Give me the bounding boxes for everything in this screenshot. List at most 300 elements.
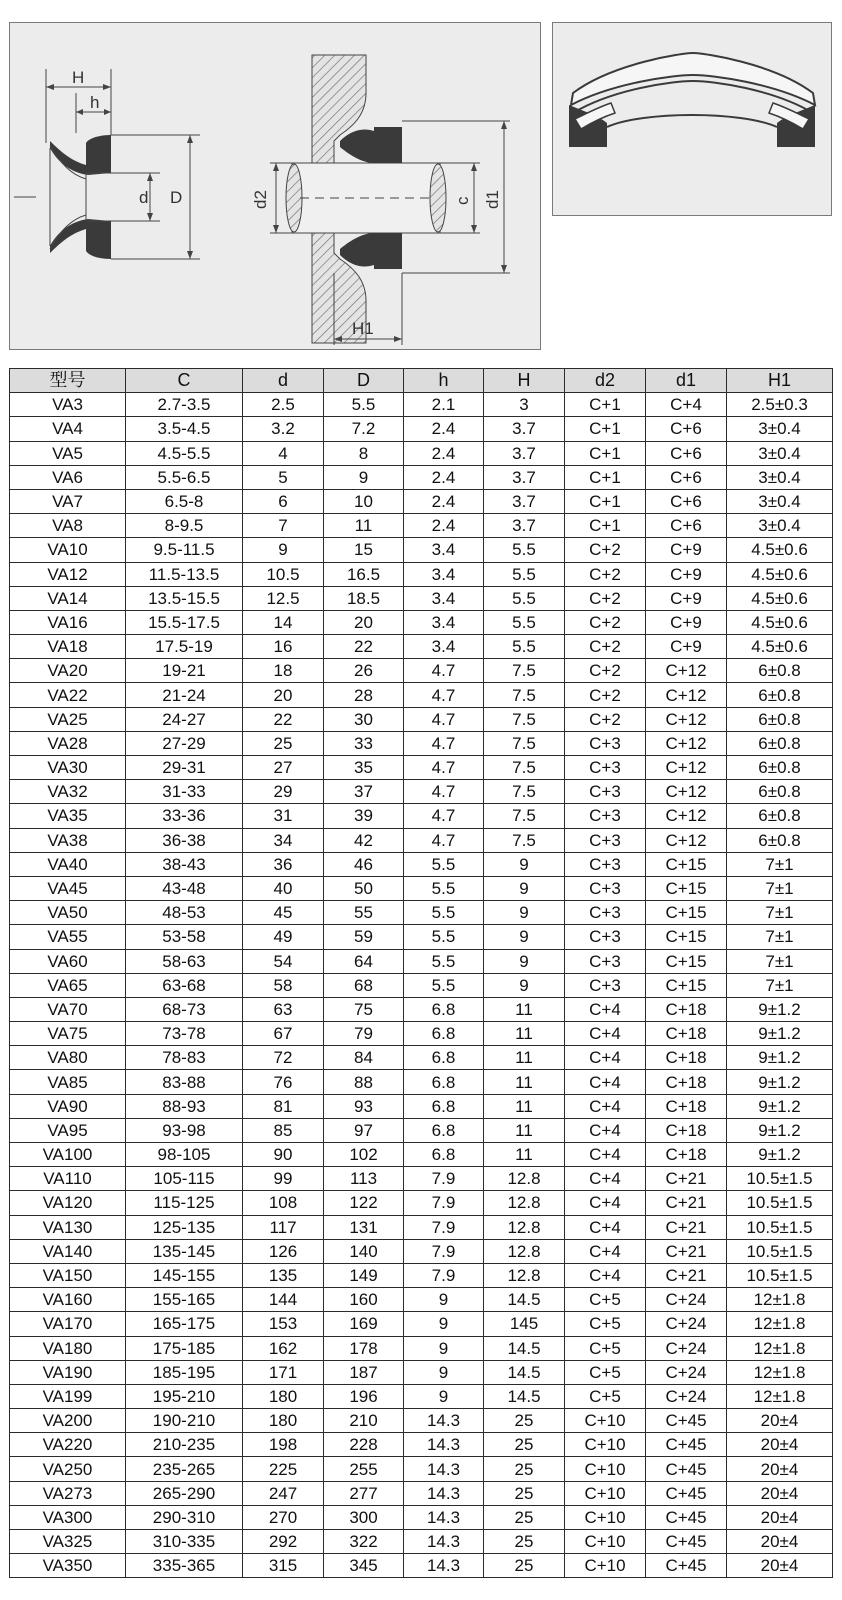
table-cell: C+2 <box>565 610 646 634</box>
column-header: d1 <box>646 369 727 393</box>
table-cell: 131 <box>324 1215 404 1239</box>
table-cell: C+15 <box>646 973 727 997</box>
table-cell: C+2 <box>565 635 646 659</box>
table-cell: VA7 <box>10 489 126 513</box>
table-cell: VA95 <box>10 1118 126 1142</box>
table-cell: C+12 <box>646 828 727 852</box>
table-cell: 4 <box>243 441 324 465</box>
table-cell: 9±1.2 <box>727 1070 833 1094</box>
table-cell: 190-210 <box>126 1409 243 1433</box>
table-cell: 7.5 <box>484 659 565 683</box>
table-cell: C+5 <box>565 1312 646 1336</box>
table-row <box>10 1505 833 1529</box>
table-cell: C+6 <box>646 514 727 538</box>
table-cell: 4.7 <box>404 731 484 755</box>
table-row <box>10 973 833 997</box>
table-cell: 25 <box>484 1481 565 1505</box>
table-cell: 12.8 <box>484 1167 565 1191</box>
table-cell: 2.7-3.5 <box>126 393 243 417</box>
table-cell: C+15 <box>646 949 727 973</box>
table-row <box>10 1070 833 1094</box>
table-cell: 10.5±1.5 <box>727 1167 833 1191</box>
table-cell: 6±0.8 <box>727 659 833 683</box>
table-row <box>10 1360 833 1384</box>
table-cell: 12±1.8 <box>727 1384 833 1408</box>
table-cell: 14 <box>243 610 324 634</box>
table-cell: 8 <box>324 441 404 465</box>
table-cell: C+4 <box>565 1022 646 1046</box>
table-row <box>10 1215 833 1239</box>
table-cell: 20±4 <box>727 1481 833 1505</box>
table-cell: C+9 <box>646 562 727 586</box>
table-cell: 18.5 <box>324 586 404 610</box>
table-cell: 2.5 <box>243 393 324 417</box>
table-row <box>10 1312 833 1336</box>
table-cell: VA170 <box>10 1312 126 1336</box>
table-cell: 97 <box>324 1118 404 1142</box>
table-cell: VA85 <box>10 1070 126 1094</box>
table-cell: VA199 <box>10 1384 126 1408</box>
table-cell: C+3 <box>565 973 646 997</box>
table-cell: 3.7 <box>484 441 565 465</box>
table-cell: VA50 <box>10 901 126 925</box>
table-cell: 6.8 <box>404 1070 484 1094</box>
table-cell: C+45 <box>646 1554 727 1578</box>
table-cell: 6.8 <box>404 1118 484 1142</box>
table-cell: 39 <box>324 804 404 828</box>
table-cell: VA55 <box>10 925 126 949</box>
table-cell: 73-78 <box>126 1022 243 1046</box>
table-cell: 63-68 <box>126 973 243 997</box>
table-cell: 4.5-5.5 <box>126 441 243 465</box>
table-cell: 225 <box>243 1457 324 1481</box>
table-cell: 20±4 <box>727 1457 833 1481</box>
table-cell: 93-98 <box>126 1118 243 1142</box>
table-row <box>10 1046 833 1070</box>
table-cell: C+15 <box>646 852 727 876</box>
table-cell: 315 <box>243 1554 324 1578</box>
table-cell: 115-125 <box>126 1191 243 1215</box>
table-row <box>10 1530 833 1554</box>
table-cell: 93 <box>324 1094 404 1118</box>
column-header: H1 <box>727 369 833 393</box>
table-cell: 6.8 <box>404 1094 484 1118</box>
table-cell: C+1 <box>565 489 646 513</box>
table-cell: C+21 <box>646 1239 727 1263</box>
table-cell: 290-310 <box>126 1505 243 1529</box>
table-cell: 7.5 <box>484 707 565 731</box>
table-row <box>10 780 833 804</box>
table-cell: 144 <box>243 1288 324 1312</box>
table-cell: 3.7 <box>484 489 565 513</box>
table-cell: C+18 <box>646 997 727 1021</box>
table-cell: 53-58 <box>126 925 243 949</box>
table-cell: 6.8 <box>404 1143 484 1167</box>
table-cell: VA200 <box>10 1409 126 1433</box>
table-cell: VA325 <box>10 1530 126 1554</box>
table-cell: 102 <box>324 1143 404 1167</box>
table-cell: 11.5-13.5 <box>126 562 243 586</box>
table-cell: 5.5 <box>484 586 565 610</box>
table-row <box>10 997 833 1021</box>
table-cell: 125-135 <box>126 1215 243 1239</box>
table-cell: 5.5 <box>404 925 484 949</box>
table-cell: VA8 <box>10 514 126 538</box>
table-cell: 16.5 <box>324 562 404 586</box>
table-cell: 14.3 <box>404 1457 484 1481</box>
table-cell: C+18 <box>646 1046 727 1070</box>
table-cell: C+24 <box>646 1384 727 1408</box>
table-cell: 85 <box>243 1118 324 1142</box>
table-cell: VA12 <box>10 562 126 586</box>
table-cell: 11 <box>484 1070 565 1094</box>
table-cell: 7.5 <box>484 780 565 804</box>
table-cell: VA20 <box>10 659 126 683</box>
table-row <box>10 489 833 513</box>
table-cell: VA40 <box>10 852 126 876</box>
table-cell: 6±0.8 <box>727 804 833 828</box>
table-cell: 25 <box>484 1554 565 1578</box>
label-c: c <box>453 196 472 205</box>
table-cell: 235-265 <box>126 1457 243 1481</box>
table-cell: C+1 <box>565 465 646 489</box>
table-cell: 6±0.8 <box>727 756 833 780</box>
table-cell: 160 <box>324 1288 404 1312</box>
table-cell: VA5 <box>10 441 126 465</box>
table-cell: 3 <box>484 393 565 417</box>
table-cell: 9 <box>484 925 565 949</box>
table-cell: 84 <box>324 1046 404 1070</box>
table-cell: 335-365 <box>126 1554 243 1578</box>
table-cell: 14.3 <box>404 1505 484 1529</box>
table-cell: 83-88 <box>126 1070 243 1094</box>
table-cell: 7±1 <box>727 973 833 997</box>
table-cell: 5.5 <box>484 635 565 659</box>
table-cell: C+24 <box>646 1288 727 1312</box>
table-cell: C+18 <box>646 1070 727 1094</box>
table-cell: 3.4 <box>404 635 484 659</box>
table-cell: 2.4 <box>404 465 484 489</box>
table-cell: 4.7 <box>404 804 484 828</box>
table-cell: 14.5 <box>484 1360 565 1384</box>
table-cell: 12.8 <box>484 1263 565 1287</box>
table-cell: 48-53 <box>126 901 243 925</box>
table-cell: 5.5-6.5 <box>126 465 243 489</box>
table-cell: 10.5 <box>243 562 324 586</box>
table-cell: 25 <box>484 1505 565 1529</box>
table-cell: C+12 <box>646 707 727 731</box>
table-cell: C+4 <box>565 1143 646 1167</box>
table-cell: VA140 <box>10 1239 126 1263</box>
table-row <box>10 1094 833 1118</box>
table-cell: 21-24 <box>126 683 243 707</box>
table-cell: VA70 <box>10 997 126 1021</box>
table-cell: VA120 <box>10 1191 126 1215</box>
table-cell: 10.5±1.5 <box>727 1263 833 1287</box>
table-cell: VA300 <box>10 1505 126 1529</box>
table-row <box>10 562 833 586</box>
table-row <box>10 1336 833 1360</box>
table-cell: 228 <box>324 1433 404 1457</box>
table-cell: 9 <box>484 852 565 876</box>
table-cell: 113 <box>324 1167 404 1191</box>
table-cell: 7±1 <box>727 949 833 973</box>
table-cell: C+1 <box>565 441 646 465</box>
table-cell: VA273 <box>10 1481 126 1505</box>
table-cell: C+12 <box>646 731 727 755</box>
table-cell: C+4 <box>565 1215 646 1239</box>
table-cell: 178 <box>324 1336 404 1360</box>
table-cell: 9±1.2 <box>727 1143 833 1167</box>
table-cell: C+10 <box>565 1554 646 1578</box>
table-cell: 28 <box>324 683 404 707</box>
table-cell: C+24 <box>646 1336 727 1360</box>
table-cell: C+45 <box>646 1409 727 1433</box>
table-cell: VA190 <box>10 1360 126 1384</box>
table-cell: 7±1 <box>727 925 833 949</box>
table-cell: 195-210 <box>126 1384 243 1408</box>
table-cell: 145 <box>484 1312 565 1336</box>
table-cell: 4.5±0.6 <box>727 538 833 562</box>
table-cell: 5 <box>243 465 324 489</box>
table-cell: C+5 <box>565 1288 646 1312</box>
table-cell: 2.1 <box>404 393 484 417</box>
table-cell: C+15 <box>646 901 727 925</box>
table-cell: 7 <box>243 514 324 538</box>
table-cell: VA130 <box>10 1215 126 1239</box>
table-cell: 22 <box>243 707 324 731</box>
table-cell: 36-38 <box>126 828 243 852</box>
table-cell: 2.4 <box>404 489 484 513</box>
table-cell: VA4 <box>10 417 126 441</box>
table-row <box>10 1167 833 1191</box>
table-cell: 22 <box>324 635 404 659</box>
table-row <box>10 1263 833 1287</box>
table-cell: 5.5 <box>484 610 565 634</box>
table-row <box>10 586 833 610</box>
table-cell: 19-21 <box>126 659 243 683</box>
table-cell: 99 <box>243 1167 324 1191</box>
table-cell: 3±0.4 <box>727 514 833 538</box>
table-row <box>10 901 833 925</box>
table-cell: 81 <box>243 1094 324 1118</box>
table-cell: 270 <box>243 1505 324 1529</box>
table-cell: C+12 <box>646 780 727 804</box>
table-cell: 11 <box>484 1046 565 1070</box>
table-cell: C+24 <box>646 1312 727 1336</box>
table-cell: C+6 <box>646 417 727 441</box>
table-cell: 310-335 <box>126 1530 243 1554</box>
table-cell: VA160 <box>10 1288 126 1312</box>
table-cell: 7.9 <box>404 1215 484 1239</box>
table-cell: 76 <box>243 1070 324 1094</box>
table-cell: 7.9 <box>404 1191 484 1215</box>
table-cell: VA60 <box>10 949 126 973</box>
table-cell: 98-105 <box>126 1143 243 1167</box>
table-cell: 9±1.2 <box>727 1022 833 1046</box>
table-cell: 20±4 <box>727 1433 833 1457</box>
table-cell: 12.8 <box>484 1215 565 1239</box>
table-cell: C+21 <box>646 1215 727 1239</box>
table-cell: 24-27 <box>126 707 243 731</box>
table-cell: 12±1.8 <box>727 1336 833 1360</box>
table-cell: 20±4 <box>727 1409 833 1433</box>
table-cell: VA38 <box>10 828 126 852</box>
table-cell: 20±4 <box>727 1505 833 1529</box>
table-cell: 6 <box>243 489 324 513</box>
table-cell: 58 <box>243 973 324 997</box>
table-cell: 6.5-8 <box>126 489 243 513</box>
table-cell: C+24 <box>646 1360 727 1384</box>
table-cell: 210 <box>324 1409 404 1433</box>
table-cell: 72 <box>243 1046 324 1070</box>
table-cell: 12.5 <box>243 586 324 610</box>
table-cell: 27-29 <box>126 731 243 755</box>
table-cell: 4.7 <box>404 683 484 707</box>
table-cell: VA45 <box>10 876 126 900</box>
table-cell: VA35 <box>10 804 126 828</box>
table-cell: 5.5 <box>484 538 565 562</box>
table-cell: 20±4 <box>727 1554 833 1578</box>
table-cell: 79 <box>324 1022 404 1046</box>
table-cell: 3.7 <box>484 417 565 441</box>
label-d2: d2 <box>251 190 270 209</box>
table-cell: 78-83 <box>126 1046 243 1070</box>
table-cell: C+3 <box>565 852 646 876</box>
table-cell: VA90 <box>10 1094 126 1118</box>
table-cell: 20 <box>324 610 404 634</box>
table-cell: C+5 <box>565 1384 646 1408</box>
table-cell: 11 <box>484 997 565 1021</box>
table-cell: 4.5±0.6 <box>727 586 833 610</box>
table-cell: 16 <box>243 635 324 659</box>
table-cell: 29-31 <box>126 756 243 780</box>
column-header: D <box>324 369 404 393</box>
cross-section-diagram <box>10 23 540 349</box>
table-cell: 49 <box>243 925 324 949</box>
table-cell: 9 <box>484 901 565 925</box>
table-cell: 4.7 <box>404 707 484 731</box>
table-cell: C+12 <box>646 659 727 683</box>
table-cell: C+4 <box>565 1118 646 1142</box>
table-cell: C+10 <box>565 1433 646 1457</box>
table-cell: C+15 <box>646 876 727 900</box>
cross-section-diagram-panel <box>9 22 541 350</box>
table-cell: 10.5±1.5 <box>727 1215 833 1239</box>
table-cell: 11 <box>484 1022 565 1046</box>
table-cell: 155-165 <box>126 1288 243 1312</box>
table-cell: C+6 <box>646 441 727 465</box>
table-cell: 68-73 <box>126 997 243 1021</box>
table-cell: 88 <box>324 1070 404 1094</box>
table-cell: 9 <box>324 465 404 489</box>
table-cell: 59 <box>324 925 404 949</box>
table-cell: 3.4 <box>404 538 484 562</box>
table-cell: C+45 <box>646 1505 727 1529</box>
column-header: H <box>484 369 565 393</box>
table-cell: 145-155 <box>126 1263 243 1287</box>
table-cell: VA18 <box>10 635 126 659</box>
table-cell: 6.8 <box>404 1022 484 1046</box>
table-cell: 345 <box>324 1554 404 1578</box>
table-cell: 198 <box>243 1433 324 1457</box>
table-cell: VA32 <box>10 780 126 804</box>
label-d1: d1 <box>483 190 502 209</box>
seal-3d-view-panel <box>552 22 832 216</box>
table-cell: C+5 <box>565 1336 646 1360</box>
table-row <box>10 1384 833 1408</box>
table-cell: VA6 <box>10 465 126 489</box>
table-row <box>10 1481 833 1505</box>
table-cell: 12±1.8 <box>727 1360 833 1384</box>
table-cell: 300 <box>324 1505 404 1529</box>
table-cell: 169 <box>324 1312 404 1336</box>
table-cell: 4.5±0.6 <box>727 610 833 634</box>
table-cell: C+45 <box>646 1433 727 1457</box>
table-cell: C+5 <box>565 1360 646 1384</box>
table-cell: 14.3 <box>404 1433 484 1457</box>
table-cell: 75 <box>324 997 404 1021</box>
table-row <box>10 925 833 949</box>
table-cell: 38-43 <box>126 852 243 876</box>
table-cell: 9 <box>404 1360 484 1384</box>
table-cell: 6±0.8 <box>727 828 833 852</box>
table-row <box>10 731 833 755</box>
table-cell: 7.9 <box>404 1263 484 1287</box>
table-cell: 140 <box>324 1239 404 1263</box>
table-cell: C+4 <box>565 1046 646 1070</box>
table-cell: 25 <box>484 1530 565 1554</box>
table-cell: C+2 <box>565 659 646 683</box>
table-row <box>10 1554 833 1578</box>
table-cell: C+3 <box>565 876 646 900</box>
table-body <box>10 393 833 1578</box>
table-cell: 6±0.8 <box>727 707 833 731</box>
table-cell: 4.7 <box>404 659 484 683</box>
table-cell: 3.4 <box>404 586 484 610</box>
table-cell: VA220 <box>10 1433 126 1457</box>
table-cell: 20±4 <box>727 1530 833 1554</box>
table-row <box>10 876 833 900</box>
table-cell: 3.4 <box>404 562 484 586</box>
table-cell: 2.4 <box>404 441 484 465</box>
table-cell: C+3 <box>565 756 646 780</box>
table-cell: 64 <box>324 949 404 973</box>
table-cell: 162 <box>243 1336 324 1360</box>
table-cell: C+45 <box>646 1457 727 1481</box>
table-cell: C+2 <box>565 562 646 586</box>
table-row <box>10 804 833 828</box>
table-cell: 9 <box>404 1312 484 1336</box>
table-row <box>10 1457 833 1481</box>
table-cell: 277 <box>324 1481 404 1505</box>
table-cell: C+4 <box>565 1094 646 1118</box>
table-cell: C+2 <box>565 586 646 610</box>
table-row <box>10 707 833 731</box>
column-header: d2 <box>565 369 646 393</box>
table-cell: 6±0.8 <box>727 780 833 804</box>
table-cell: 7.9 <box>404 1167 484 1191</box>
table-cell: C+1 <box>565 393 646 417</box>
table-cell: 25 <box>484 1433 565 1457</box>
table-cell: 135-145 <box>126 1239 243 1263</box>
table-cell: 37 <box>324 780 404 804</box>
table-cell: VA110 <box>10 1167 126 1191</box>
table-cell: 58-63 <box>126 949 243 973</box>
table-cell: 6.8 <box>404 1046 484 1070</box>
table-cell: VA100 <box>10 1143 126 1167</box>
table-row <box>10 635 833 659</box>
